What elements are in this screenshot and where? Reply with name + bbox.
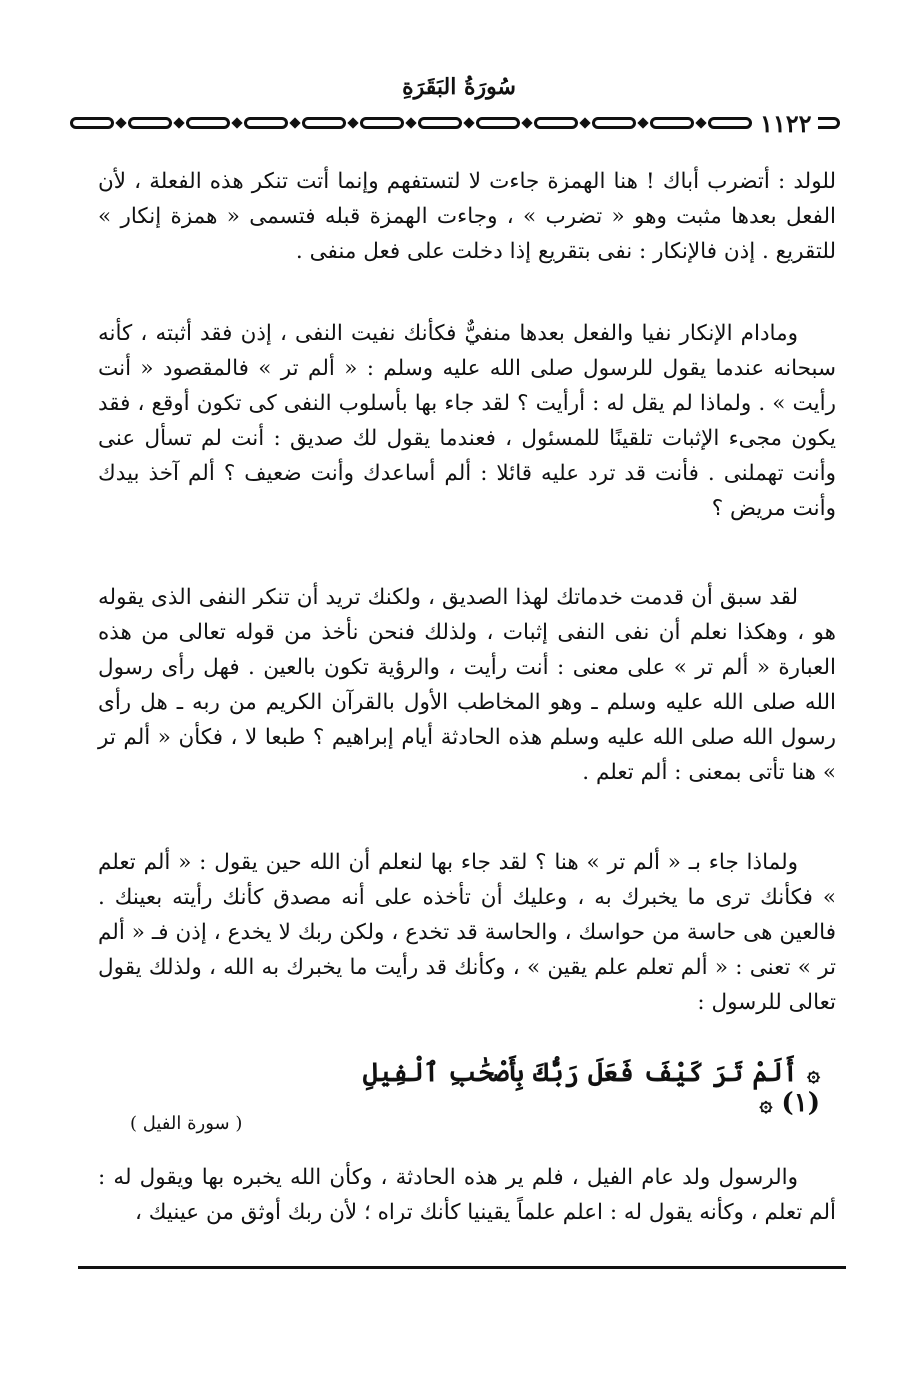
quran-verse bbox=[360, 1058, 820, 1118]
chain-end-cap bbox=[818, 117, 840, 129]
paragraph-3 bbox=[98, 580, 836, 790]
header-ornament-bar bbox=[70, 108, 840, 138]
paragraph-text: للولد : أتضرب أباك ! هنا الهمزة جاءت لا لتستفهم وإنما أتت تنكر هذه الفعلة ، لأن الفعل بعدها مثبت وهو « تضرب » ، وجاءت الهمزة قبله فتسمى « همزة إنكار » للتقريع . إذن فالإنكار : نفى بتقريع إذا دخلت على فعل منفى . bbox=[98, 169, 836, 264]
verse-ornament-close: ۞ bbox=[759, 1091, 773, 1117]
chain-ornament bbox=[70, 117, 752, 129]
ayah-marker: (١) bbox=[781, 1088, 820, 1118]
surah-title: سُورَةُ البَقَرَةِ bbox=[402, 74, 516, 100]
paragraph-text: ومادام الإنكار نفيا والفعل بعدها منفيٌّ فكأنك نفيت النفى ، إذن فقد أثبته ، كأنه سبحانه عندما يقول للرسول صلى الله عليه وسلم : « ألم تر » فالمقصود « أنت رأيت » . ولماذا لم يقل له : أرأيت ؟ لقد جاء بها بأسلوب النفى كى تكون أوقع ، فقد يكون مجىء الإثبات تلقينًا للمسئول ، فعندما يقول لك صديق : أنت لم تسأل عنى وأنت تهملنى . فأنت قد ترد عليه قائلا : ألم أساعدك وأنت ضعيف ؟ ألم آخذ بيدك وأنت مريض ؟ bbox=[98, 321, 836, 521]
footer-rule bbox=[78, 1266, 846, 1269]
paragraph-2 bbox=[98, 316, 836, 526]
verse-text: أَلَمْ تَرَ كَيْفَ فَعَلَ رَبُّكَ بِأَصْحَٰبِ ٱلْفِيلِ bbox=[362, 1058, 799, 1088]
paragraph-4 bbox=[98, 845, 836, 1020]
surah-reference: ( سورة الفيل ) bbox=[130, 1113, 243, 1134]
paragraph-text: لقد سبق أن قدمت خدماتك لهذا الصديق ، ولكنك تريد أن تنكر النفى الذى يقوله هو ، وهكذا نعلم أن نفى النفى إثبات ، ولذلك فنحن نأخذ من قوله تعالى من هذه العبارة « ألم تر » على معنى : أنت رأيت ، والرؤية تكون بالعين . فهل رأى رسول الله صلى الله عليه وسلم ـ وهو المخاطب الأول بالقرآن الكريم من ربه ـ هل رأى رسول الله صلى الله عليه وسلم هذه الحادثة أيام إبراهيم ؟ طبعا لا ، فكأن « ألم تر » هنا تأتى بمعنى : ألم تعلم . bbox=[98, 585, 836, 785]
paragraph-5 bbox=[98, 1160, 836, 1230]
page-number: ١١٢٢ bbox=[760, 108, 812, 138]
paragraph-text: ولماذا جاء بـ « ألم تر » هنا ؟ لقد جاء بها لنعلم أن الله حين يقول : « ألم تعلم » فكأنك ترى ما يخبرك به ، وعليك أن تأخذه على أنه مصدق كأنك رأيته بعينك . فالعين هى حاسة من حواسك ، والحاسة قد تخدع ، ولكن ربك لا يخدع ، إذن فـ « ألم تر » تعنى : « ألم تعلم علم يقين » ، وكأنك قد رأيت ما يخبرك به الله ، ولذلك يقول تعالى للرسول : bbox=[98, 850, 836, 1015]
verse-ornament-open: ۞ bbox=[807, 1061, 820, 1087]
paragraph-1 bbox=[98, 164, 836, 269]
paragraph-text: والرسول ولد عام الفيل ، فلم ير هذه الحادثة ، وكأن الله يخبره بها ويقول له : ألم تعلم ، وكأنه يقول له : اعلم علماً يقينيا كأنك تراه ؛ لأن ربك أوثق من عينيك ، bbox=[98, 1165, 836, 1225]
